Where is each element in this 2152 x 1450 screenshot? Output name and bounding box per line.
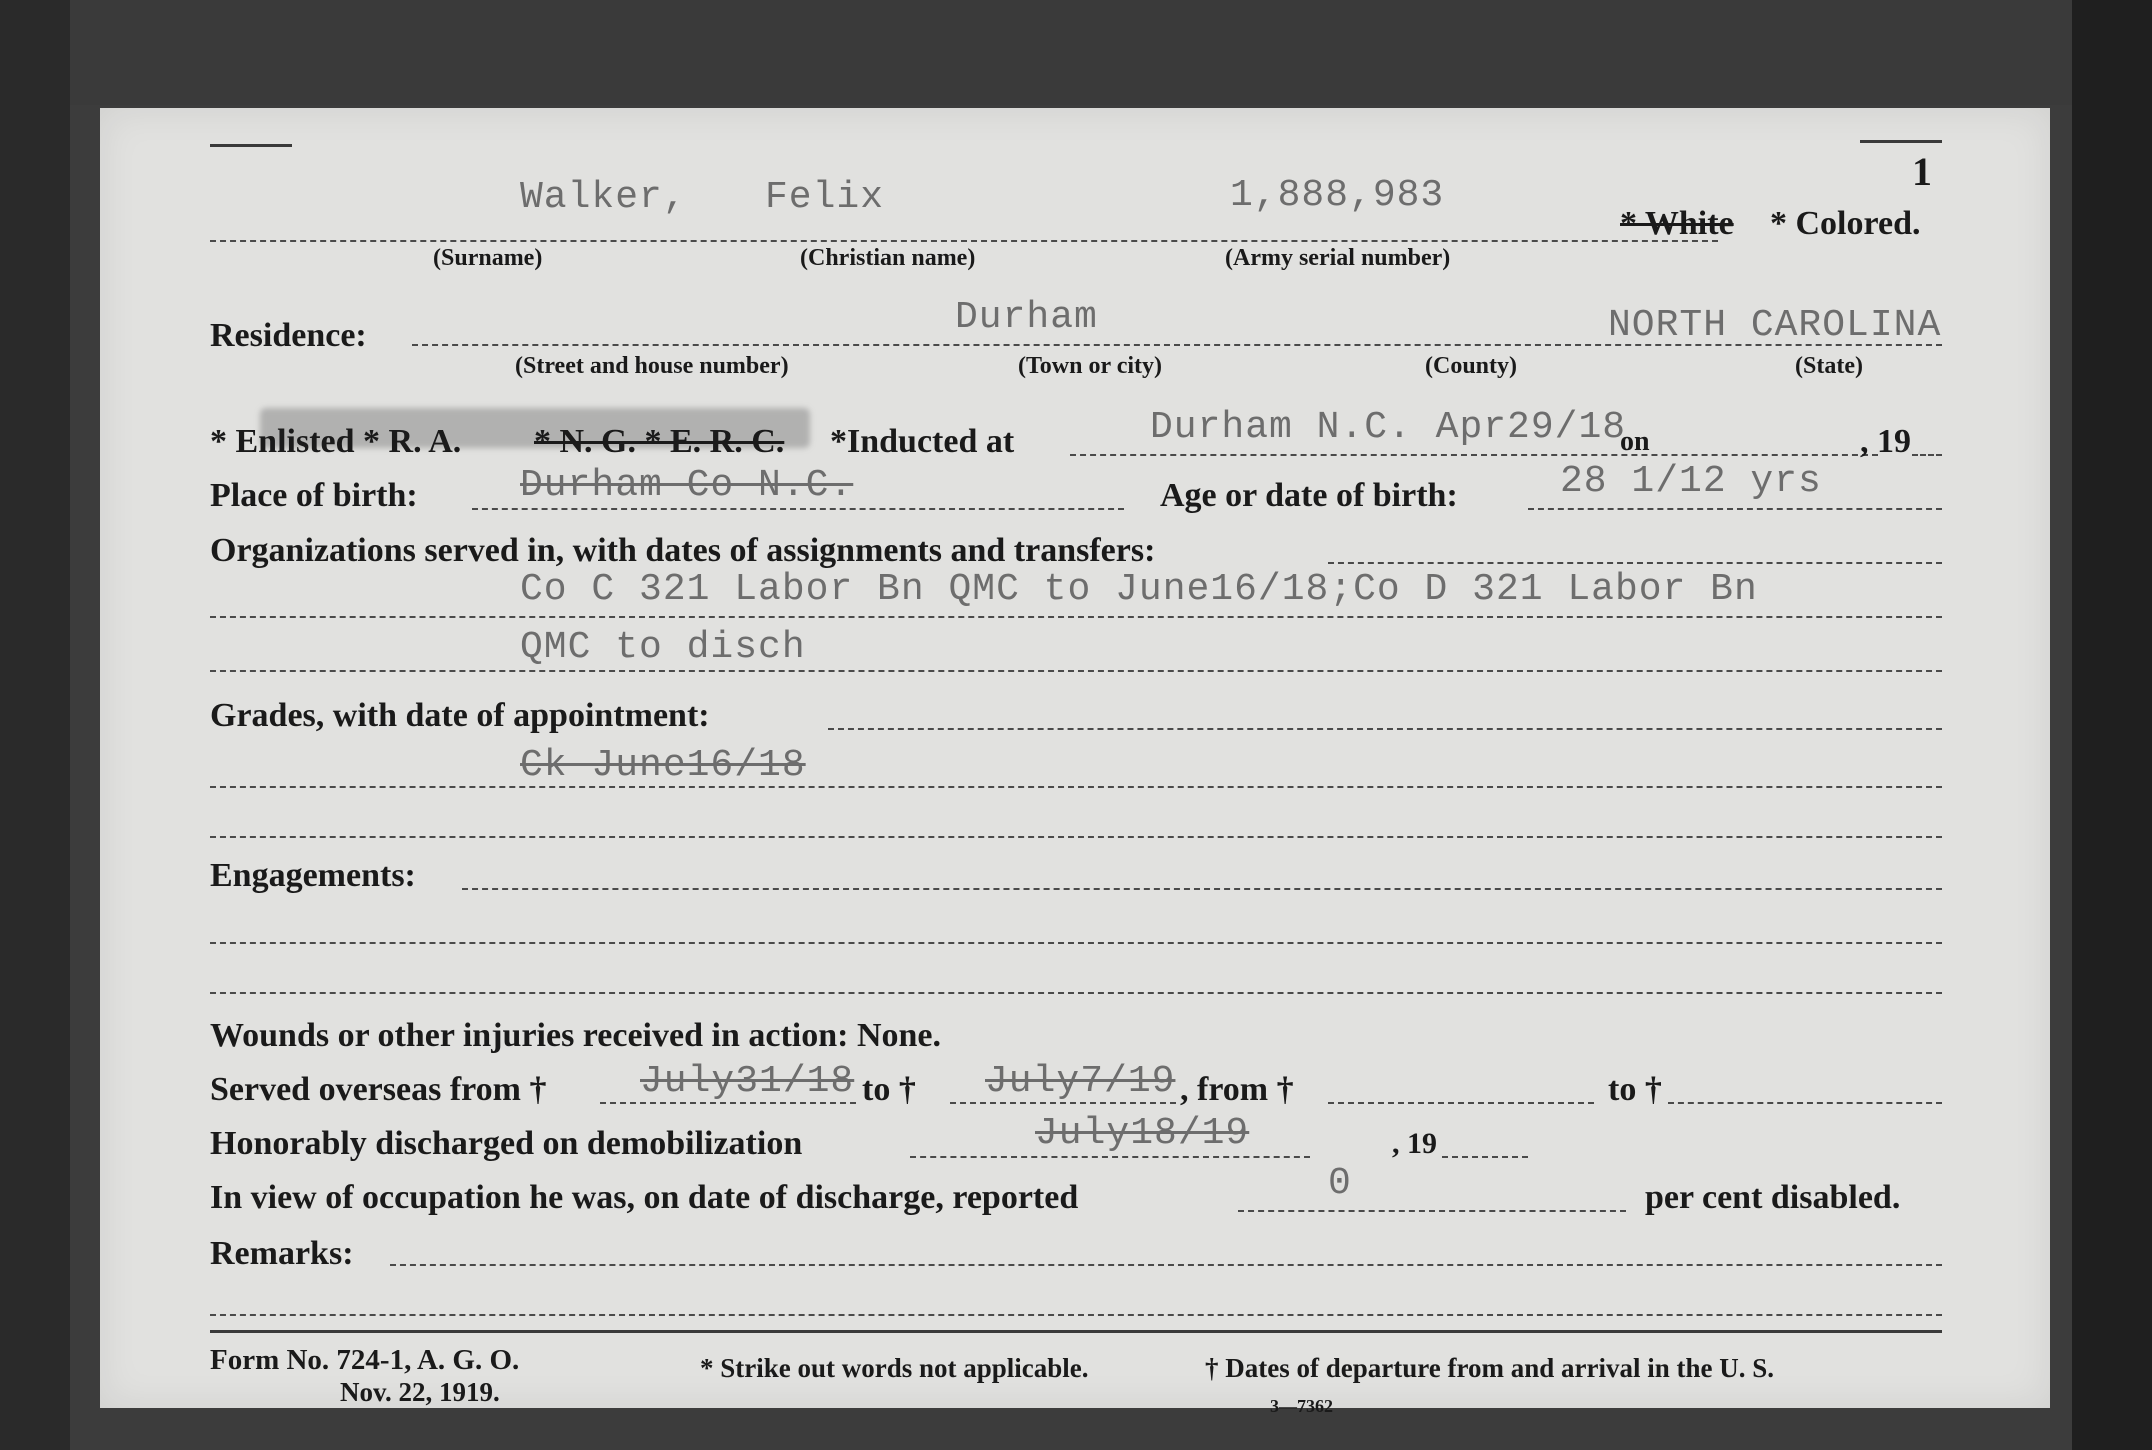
overseas-from2-label: , from †: [1180, 1071, 1294, 1108]
discharge-label: Honorably discharged on demobilization: [210, 1125, 803, 1162]
enlisted-prefix: * Enlisted * R. A.: [210, 423, 462, 460]
birthplace-value: Durham Co N.C.: [520, 464, 854, 507]
caption-street: (Street and house number): [515, 353, 789, 379]
footnote-strike: * Strike out words not applicable.: [700, 1353, 1089, 1383]
engagements-row2-line: [210, 992, 1942, 994]
grades-value: Ck June16/18: [520, 744, 806, 787]
serial-number-value: 1,888,983: [1230, 174, 1445, 217]
remarks-label: Remarks:: [210, 1235, 354, 1272]
form-number: Form No. 724-1, A. G. O.: [210, 1344, 520, 1376]
discharge-year: , 19: [1392, 1127, 1437, 1160]
overseas-label: Served overseas from †: [210, 1071, 547, 1108]
overseas-to-line: [950, 1102, 1176, 1104]
residence-state-value: NORTH CAROLINA: [1608, 304, 1942, 347]
disabled-value: 0: [1328, 1162, 1352, 1205]
birthplace-line: [472, 508, 1124, 510]
grades-row2-line: [210, 836, 1942, 838]
name-line: [210, 240, 1718, 242]
service-record-card: [100, 108, 2050, 1416]
race-white-struck: * White: [1620, 205, 1734, 242]
age-line: [1528, 508, 1942, 510]
remarks-row1-line: [210, 1314, 1942, 1316]
top-right-rule: [1860, 140, 1942, 143]
top-left-rule: [210, 144, 292, 147]
age-value: 28 1/12 yrs: [1560, 460, 1822, 503]
residence-line: [412, 344, 1942, 346]
residence-town-value: Durham: [955, 296, 1098, 339]
grades-row1-line: [210, 786, 1942, 788]
engagements-line: [462, 888, 1942, 890]
organizations-line1-value: Co C 321 Labor Bn QMC to June16/18;Co D 321 Labor Bn: [520, 568, 1758, 611]
inducted-label: *Inducted at: [830, 423, 1015, 460]
inducted-line: [1070, 454, 1878, 456]
caption-state: (State): [1795, 353, 1863, 379]
on-word: on: [1620, 426, 1650, 457]
overseas-from-value: July31/18: [640, 1060, 855, 1103]
print-code: 3—7362: [1270, 1396, 1333, 1416]
residence-label: Residence:: [210, 317, 367, 354]
inducted-year: , 19: [1860, 423, 1911, 460]
organizations-row2-line: [210, 670, 1942, 672]
scan-background-left: [0, 0, 70, 1450]
overseas-to2-label: to †: [1608, 1071, 1662, 1108]
overseas-from2-line: [1328, 1102, 1594, 1104]
caption-town: (Town or city): [1018, 353, 1162, 379]
scan-background-right: [2072, 0, 2152, 1450]
scan-background-top: [70, 0, 2072, 105]
overseas-to-value: July7/19: [985, 1060, 1176, 1103]
footnote-dates: † Dates of departure from and arrival in the U. S.: [1205, 1353, 1774, 1383]
overseas-to-label: to †: [862, 1071, 916, 1108]
organizations-label: Organizations served in, with dates of assignments and transfers:: [210, 532, 1156, 569]
caption-county: (County): [1425, 353, 1518, 379]
discharge-line: [910, 1156, 1310, 1158]
inducted-year-line: [1912, 454, 1942, 456]
enlisted-struck: * N. G. * E. R. C.: [534, 423, 785, 460]
page-number: 1: [1912, 149, 1932, 194]
surname-value: Walker,: [520, 176, 687, 219]
birthplace-label: Place of birth:: [210, 477, 418, 514]
engagements-row1-line: [210, 942, 1942, 944]
footer-rule: [210, 1330, 1942, 1333]
grades-label: Grades, with date of appointment:: [210, 697, 710, 734]
form-date: Nov. 22, 1919.: [340, 1377, 500, 1407]
overseas-from-line: [600, 1102, 856, 1104]
organizations-line2-value: QMC to disch: [520, 626, 806, 669]
caption-christian-name: (Christian name): [800, 245, 976, 271]
caption-serial-number: (Army serial number): [1225, 245, 1451, 271]
organizations-line: [1328, 562, 1942, 564]
disabled-suffix: per cent disabled.: [1645, 1179, 1901, 1216]
disabled-line: [1238, 1210, 1626, 1212]
christian-name-value: Felix: [765, 176, 885, 219]
grades-line: [828, 728, 1942, 730]
discharge-value: July18/19: [1035, 1112, 1250, 1155]
overseas-to2-line: [1668, 1102, 1942, 1104]
disabled-label: In view of occupation he was, on date of discharge, reported: [210, 1179, 1079, 1216]
discharge-year-line: [1442, 1156, 1528, 1158]
age-label: Age or date of birth:: [1160, 477, 1458, 514]
remarks-line: [390, 1264, 1942, 1266]
organizations-row1-line: [210, 616, 1942, 618]
wounds-text: Wounds or other injuries received in action: None.: [210, 1017, 941, 1054]
inducted-value: Durham N.C. Apr29/18: [1150, 406, 1627, 449]
race-colored: * Colored.: [1770, 205, 1921, 242]
caption-surname: (Surname): [433, 245, 543, 271]
engagements-label: Engagements:: [210, 857, 416, 894]
